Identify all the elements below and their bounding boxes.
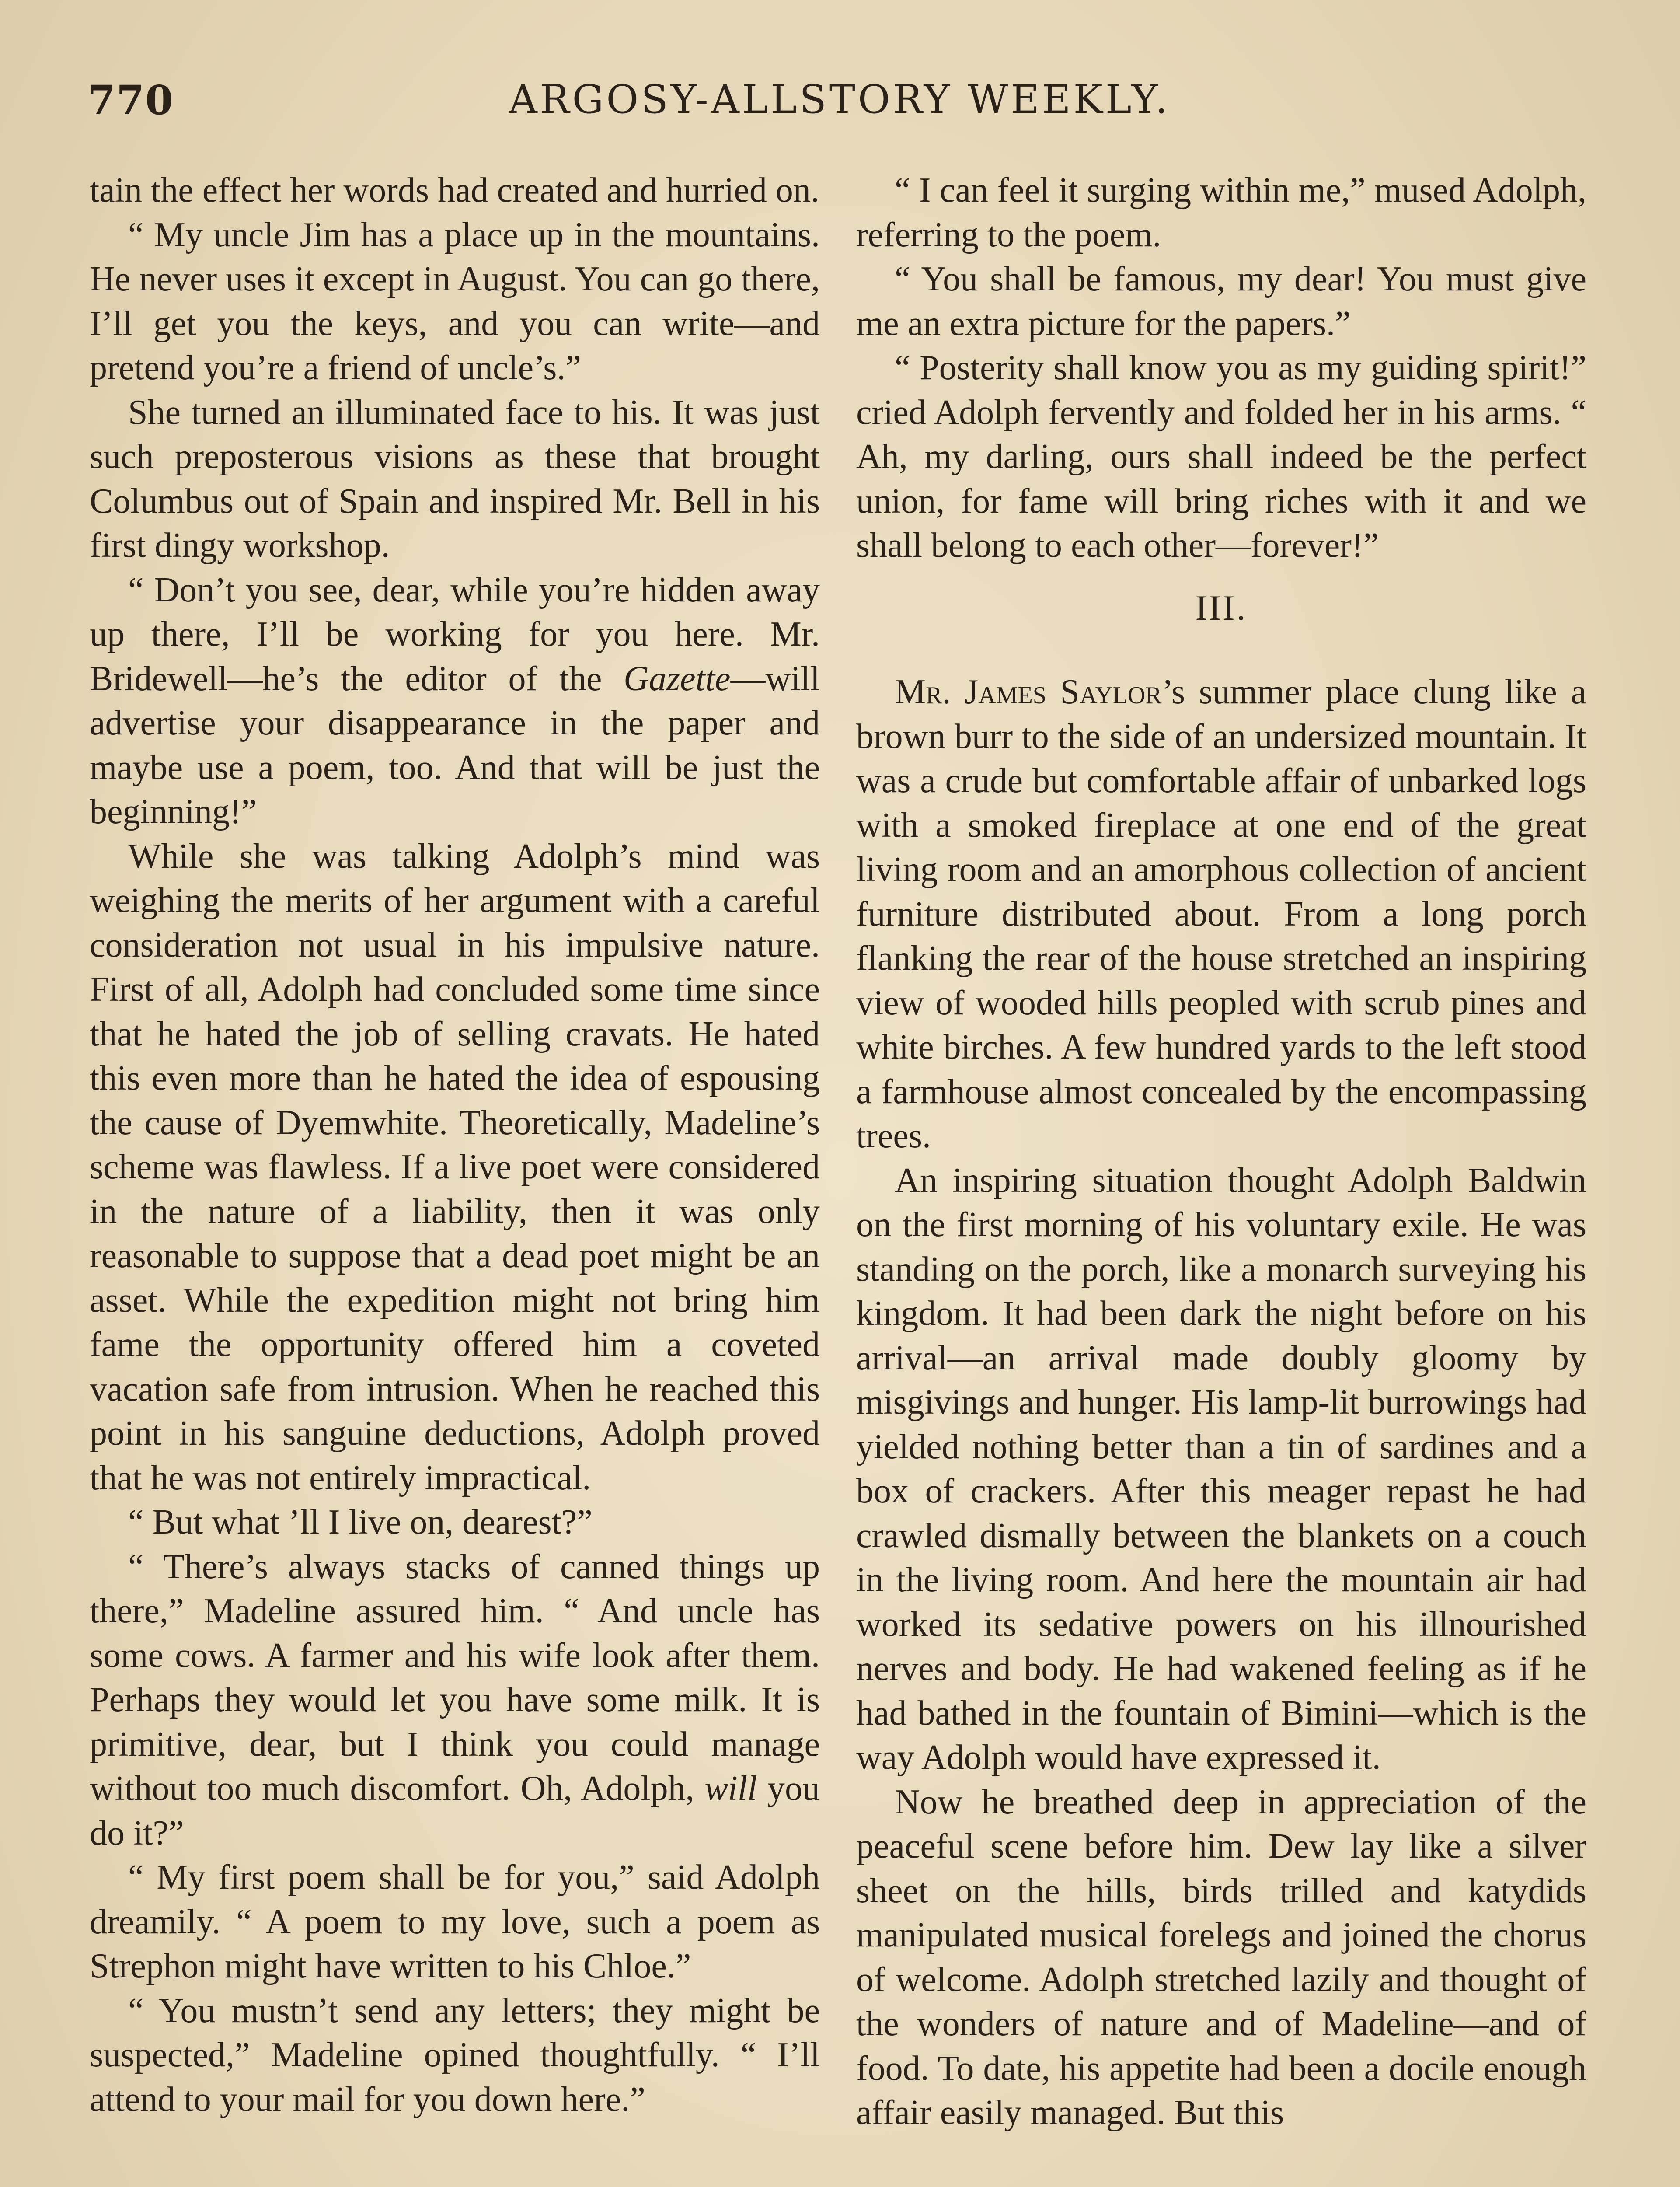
paragraph: While she was talking Adolph’s mind was weighing the merits of her argument with a careful consideration not usual in his impulsive nature. First of all, Adolph had concluded some time since that he hated the job of selling cravats. He hated this even more than he hated the idea of espousing the cause of Dyemwhite. Theoretically, Madeline’s scheme was flawless. If a live poet were considered in the nature of a liability, then it was only reasonable to suppose that a dead poet might be an asset. While the expedition might not bring him fame the opportunity offered him a coveted vacation safe from intrusion. When he reached this point in his sanguine deductions, Adolph proved that he was not entirely impractical.: [90, 837, 820, 1497]
paragraph: “ Posterity shall know you as my guiding spirit!” cried Adolph fervently and folded her in his arms. “ Ah, my darling, ours shall indeed be the perfect union, for fame will bring riches with it and we shall belong to each other—forever!”: [856, 349, 1586, 565]
left-column: [90, 168, 820, 2122]
paragraph: [856, 670, 1586, 1159]
paragraph: “ You shall be famous, my dear! You must give me an extra picture for the papers.”: [856, 260, 1586, 343]
newspaper-name: Gazette: [624, 659, 731, 698]
text-run: ’s summer place clung like a brown burr to the side of an undersized mountain. It was a crude but comfortable affair of unbarked logs with a smoked fireplace at one end of the great living room and an amorphous collection of ancient furniture distributed about. From a long porch flanking the rear of the house stretched an inspiring view of wooded hills peopled with scrub pines and white birches. A few hundred yards to the left stood a farmhouse almost concealed by the encompassing trees.: [856, 673, 1587, 1155]
character-name: Mr. James Saylor: [895, 673, 1162, 711]
paragraph: [90, 1545, 820, 1856]
section-heading: III.: [1195, 587, 1248, 628]
paragraph: [90, 568, 820, 835]
paragraph: “ But what ’ll I live on, dearest?”: [128, 1503, 593, 1541]
paragraph: “ I can feel it surging within me,” mused Adolph, referring to the poem.: [856, 171, 1586, 254]
emphasis: will: [704, 1769, 757, 1808]
text-run: “ Don’t you see, dear, while you’re hidden away up there, I’ll be working for you here. Mr. Bridewell—he’s the editor of the: [90, 570, 820, 698]
paragraph: “ You mustn’t send any letters; they might be suspected,” Madeline opined thoughtfully. “ I’ll attend to your mail for you down here.”: [90, 1991, 820, 2119]
paragraph: “ My uncle Jim has a place up in the mountains. He never uses it except in August. You can go there, I’ll get you the keys, and you can write—and pretend you’re a friend of uncle’s.”: [90, 215, 820, 387]
paragraph: An inspiring situation thought Adolph Baldwin on the first morning of his voluntary exile. He was standing on the porch, like a monarch surveying his kingdom. It had been dark the night before on his arrival—an arrival made doubly gloomy by misgivings and hunger. His lamp-lit burrowings had yielded nothing better than a tin of sardines and a box of crackers. After this meager repast he had crawled dismally between the blankets on a couch in the living room. And here the mountain air had worked its sedative powers on his illnourished nerves and body. He had wakened feeling as if he had bathed in the fountain of Bimini—which is the way Adolph would have expressed it.: [856, 1161, 1586, 1777]
paragraph: tain the effect her words had created and hurried on.: [90, 171, 819, 210]
text-run: “ There’s always stacks of canned things up there,” Madeline assured him. “ And uncle has some cows. A farmer and his wife look after them. Perhaps they would let you have some milk. It is primitive, dear, but I think you could manage without too much discomfort. Oh, Adolph,: [90, 1547, 820, 1808]
text-run: —will advertise your disappearance in the paper and maybe use a poem, too. And that will be just the beginning!”: [90, 659, 820, 831]
paragraph: Now he breathed deep in appreciation of the peaceful scene before him. Dew lay like a silver sheet on the hills, birds trilled and katydids manipulated musical forelegs and joined the chorus of welcome. Adolph stretched lazily and thought of the wonders of nature and of Madeline—and of food. To date, his appetite had been a docile enough affair easily managed. But this: [856, 1782, 1586, 2132]
text-run: you do it?”: [90, 1769, 820, 1852]
page-number: 770: [87, 77, 174, 124]
running-title: ARGOSY-ALLSTORY WEEKLY.: [509, 77, 1171, 122]
paragraph: “ My first poem shall be for you,” said Adolph dreamily. “ A poem to my love, such a poem as Strephon might have written to his Chloe.”: [90, 1858, 820, 1985]
right-column: [856, 168, 1586, 2135]
paragraph: She turned an illuminated face to his. It was just such preposterous visions as these that brought Columbus out of Spain and inspired Mr. Bell in his first dingy workshop.: [90, 393, 820, 565]
page-header: [87, 77, 1592, 142]
